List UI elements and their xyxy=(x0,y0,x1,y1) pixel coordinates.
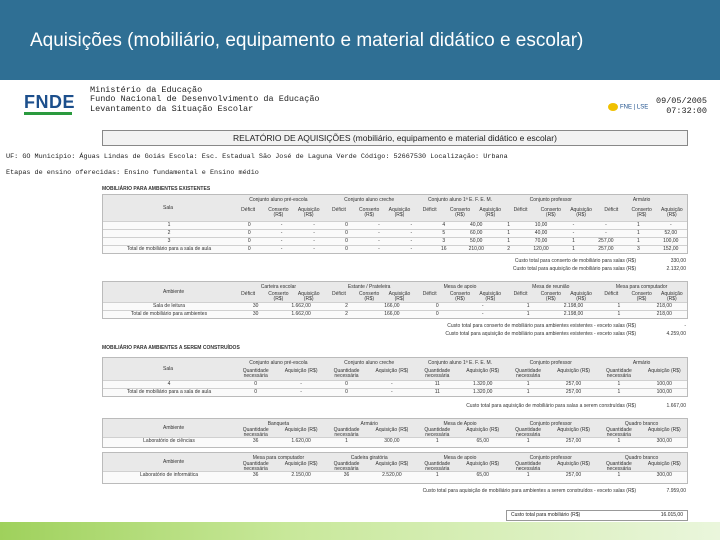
column-sub-header: Conserto (R$) xyxy=(359,207,380,218)
total-value: 2.132,00 xyxy=(666,266,686,272)
column-sub-header: Déficit xyxy=(513,207,528,213)
column-sub-header: Aquisição (R$) xyxy=(388,291,411,302)
column-sub-header: Quantidade necessária xyxy=(242,368,269,379)
row-label-head: Ambiente xyxy=(163,425,185,431)
table-cell: 1 xyxy=(507,222,511,228)
table-cell: 257,00 xyxy=(565,389,582,395)
column-sub-header: Conserto (R$) xyxy=(631,207,652,218)
slide-header xyxy=(0,0,720,80)
column-sub-header: Conserto (R$) xyxy=(268,207,289,218)
column-sub-header: Aquisição (R$) xyxy=(297,291,320,302)
total-value: 1.667,00 xyxy=(666,403,686,409)
column-sub-header: Aquisição (R$) xyxy=(647,461,681,467)
table-cell: 300,00 xyxy=(656,438,672,444)
table-cell: 1 xyxy=(526,438,530,444)
section-new-title: MOBILIÁRIO PARA AMBIENTES A SEREM CONSTRUÍDOS xyxy=(102,345,240,351)
total-label: Custo total para aquisição de mobiliário para salas (R$) xyxy=(512,266,636,272)
table-cell: 36 xyxy=(252,472,259,478)
table-cell: - xyxy=(481,303,484,309)
seal-icon xyxy=(608,103,618,111)
column-sub-header: Conserto (R$) xyxy=(631,291,652,302)
column-group-header: Quadro branco xyxy=(624,455,659,461)
table-cell: - xyxy=(378,230,380,236)
column-group-header: Conjunto aluno 1ª E. F. E. M. xyxy=(427,360,493,366)
final-total-label: Custo total para mobiliário (R$) xyxy=(511,512,581,518)
table-cell: 1 xyxy=(617,389,621,395)
column-group-header: Mesa de apoio xyxy=(443,455,477,461)
column-sub-header: Quantidade necessária xyxy=(515,427,542,438)
table-cell: 2.198,00 xyxy=(563,303,584,309)
table-cell: 40,00 xyxy=(534,230,548,236)
report-time: 07:32:00 xyxy=(666,106,708,116)
table-cell: 1 xyxy=(572,238,575,244)
column-sub-header: Quantidade necessária xyxy=(515,461,542,472)
column-group-header: Conjunto aluno pré-escola xyxy=(249,360,308,366)
table-cell: 0 xyxy=(345,230,348,236)
logo-underline xyxy=(24,112,72,115)
table-cell: 1 xyxy=(617,472,621,478)
column-group-header: Armário xyxy=(632,197,651,203)
org-line: Levantamento da Situação Escolar xyxy=(90,103,254,114)
seal-text: FNE | LSE xyxy=(620,104,649,111)
column-sub-header: Aquisição (R$) xyxy=(388,207,411,218)
column-group-header: Banqueta xyxy=(267,421,290,427)
column-group-header: Conjunto professor xyxy=(529,360,572,366)
column-sub-header: Aquisição (R$) xyxy=(284,368,318,374)
table-cell: - xyxy=(378,246,380,252)
table-cell: 36 xyxy=(252,438,259,444)
column-sub-header: Quantidade necessária xyxy=(424,461,451,472)
table-cell: - xyxy=(391,381,393,387)
total-label: Custo total para aquisição de mobiliário para ambientes existentes - exceto salas (R$) xyxy=(445,331,636,337)
column-sub-header: Aquisição (R$) xyxy=(284,461,318,467)
column-group-header: Mesa de reunião xyxy=(532,284,570,290)
fne-lse-seal xyxy=(608,103,652,117)
table-cell: 120,00 xyxy=(533,246,549,252)
table-cell: 1 xyxy=(617,381,621,387)
table-cell: - xyxy=(481,311,484,317)
column-sub-header: Quantidade necessária xyxy=(333,368,360,379)
table-cell: 16 xyxy=(440,246,447,252)
report-title: RELATÓRIO DE AQUISIÇÕES (mobiliário, equipamento e material didático e escolar) xyxy=(102,130,688,146)
table-cell: 10,00 xyxy=(534,222,548,228)
table-cell: 0 xyxy=(345,246,348,252)
column-sub-header: Déficit xyxy=(604,207,619,213)
column-group-header: Mesa de Apoio xyxy=(443,421,477,427)
column-sub-header: Aquisição (R$) xyxy=(466,368,500,374)
table-cell: 257,00 xyxy=(598,238,614,244)
column-sub-header: Aquisição (R$) xyxy=(557,461,590,467)
table-cell: 1 xyxy=(636,222,640,228)
column-sub-header: Aquisição (R$) xyxy=(375,461,409,467)
table-cell: 4 xyxy=(442,222,446,228)
column-sub-header: Quantidade necessária xyxy=(242,427,269,438)
table-cell: 1 xyxy=(617,311,621,317)
etapas-line: Etapas de ensino oferecidas: Ensino fundamental e Ensino médio xyxy=(6,169,259,177)
row-label: Total de mobiliário para ambientes xyxy=(130,311,208,317)
slide-title: Aquisições (mobiliário, equipamento e material didático e escolar) xyxy=(30,30,584,51)
column-sub-header: Aquisição (R$) xyxy=(557,427,590,433)
organization-block xyxy=(90,86,320,114)
column-sub-header: Conserto (R$) xyxy=(268,291,289,302)
table-cell: 0 xyxy=(247,238,251,244)
row-label: Laboratório de ciências xyxy=(143,438,195,444)
table-cell: 0 xyxy=(345,222,348,228)
column-group-header: Quadro branco xyxy=(624,421,659,427)
table-cell: 2 xyxy=(507,246,511,252)
table-cell: 11 xyxy=(434,381,440,387)
column-sub-header: Aquisição (R$) xyxy=(479,291,502,302)
column-group-header: Conjunto aluno creche xyxy=(344,197,395,203)
column-sub-header: Aquisição (R$) xyxy=(647,368,681,374)
table-cell: 0 xyxy=(345,389,348,395)
final-total-box xyxy=(506,510,688,521)
table-cell: 1 xyxy=(345,438,348,444)
table-cell: 1 xyxy=(572,246,575,252)
table-cell: 0 xyxy=(254,381,258,387)
total-value: - xyxy=(684,323,686,329)
table-cell: 0 xyxy=(254,389,258,395)
row-label-head: Sala xyxy=(163,366,174,372)
table-cell: 3 xyxy=(636,246,640,252)
column-group-header: Carteira escolar xyxy=(260,284,297,290)
school-info-line: UF: GO Município: Águas Lindas de Goiás Escola: Esc. Estadual São José de Laguna Verde Código: 52667530 Localização: Urbana xyxy=(6,153,508,161)
table-cell: 1 xyxy=(636,238,640,244)
column-sub-header: Aquisição (R$) xyxy=(570,207,592,218)
table-cell: 100,00 xyxy=(656,389,672,395)
table-cell: 0 xyxy=(247,246,251,252)
column-group-header: Conjunto aluno pré-escola xyxy=(249,197,308,203)
column-sub-header: Conserto (R$) xyxy=(359,291,380,302)
column-sub-header: Aquisição (R$) xyxy=(375,368,409,374)
table-cell: 218,00 xyxy=(656,311,672,317)
column-sub-header: Conserto (R$) xyxy=(449,291,471,302)
table-cell: 1 xyxy=(507,230,511,236)
column-sub-header: Quantidade necessária xyxy=(424,368,451,379)
table-cell: 30 xyxy=(252,311,259,317)
column-sub-header: Aquisição (R$) xyxy=(284,427,318,433)
row-label-head: Sala xyxy=(163,205,174,211)
table-cell: 3 xyxy=(442,238,446,244)
total-value: 330,00 xyxy=(670,258,686,264)
column-group-header: Cadeira giratória xyxy=(350,455,388,461)
column-sub-header: Quantidade necessária xyxy=(333,461,360,472)
table-cell: 1 xyxy=(636,230,640,236)
table-cell: 0 xyxy=(345,381,348,387)
table-cell: 65,00 xyxy=(476,472,489,478)
table-cell: 1 xyxy=(526,472,530,478)
column-group-header: Conjunto aluno creche xyxy=(344,360,395,366)
table-cell: - xyxy=(378,238,380,244)
table-cell: 30 xyxy=(252,303,259,309)
table-cell: 1 xyxy=(526,381,530,387)
table-cell: 257,00 xyxy=(565,472,582,478)
total-label: Custo total para conserto de mobiliário para ambientes existentes - exceto salas (R$) xyxy=(447,323,636,329)
table-cell: 1 xyxy=(435,438,439,444)
table-cell: 1 xyxy=(617,438,621,444)
table-cell: - xyxy=(313,230,315,236)
table-cell: 1.320,00 xyxy=(472,381,493,387)
column-sub-header: Quantidade necessária xyxy=(515,368,542,379)
table-cell: - xyxy=(378,222,380,228)
table-cell: 1 xyxy=(526,311,530,317)
column-group-header: Mesa de apoio xyxy=(443,284,477,290)
table-cell: 1 xyxy=(526,303,530,309)
column-sub-header: Déficit xyxy=(241,291,256,297)
table-cell: 166,00 xyxy=(384,311,400,317)
table-cell: 100,00 xyxy=(656,381,672,387)
table-cell: 1 xyxy=(435,472,439,478)
table-cell: 40,00 xyxy=(469,222,483,228)
table-cell: 2 xyxy=(345,311,348,317)
table-cell: 1.320,00 xyxy=(472,389,493,395)
table-cell: - xyxy=(669,222,672,228)
column-sub-header: Aquisição (R$) xyxy=(375,427,409,433)
table-cell: 0 xyxy=(247,222,251,228)
table-cell: 2.198,00 xyxy=(563,311,584,317)
row-label: Sala de leitura xyxy=(153,303,185,309)
row-label: Total de mobiliário para a sala de aula xyxy=(126,389,212,395)
table-cell: - xyxy=(410,230,413,236)
column-sub-header: Aquisição (R$) xyxy=(647,427,681,433)
table-cell: 52,00 xyxy=(664,230,678,236)
footer-stripe xyxy=(0,522,720,540)
table-cell: 257,00 xyxy=(565,438,582,444)
column-group-header: Conjunto professor xyxy=(529,421,572,427)
column-sub-header: Aquisição (R$) xyxy=(661,207,683,218)
row-label-head: Ambiente xyxy=(163,459,185,465)
total-label: Custo total para aquisição de mobiliário para ambientes a serem construídos - exceto salas (R$) xyxy=(422,488,636,494)
table-cell: 5 xyxy=(442,230,446,236)
column-sub-header: Quantidade necessária xyxy=(605,427,632,438)
row-label: 4 xyxy=(167,381,171,387)
column-sub-header: Déficit xyxy=(422,207,437,213)
table-new-rooms xyxy=(102,357,688,397)
table-cell: - xyxy=(410,246,413,252)
date-time-block xyxy=(656,96,707,116)
table-cell: 1.620,00 xyxy=(291,438,311,444)
column-group-header: Armário xyxy=(360,421,378,427)
table-cell: 36 xyxy=(343,472,350,478)
report-date: 09/05/2005 xyxy=(656,96,708,106)
table-cell: 2.150,00 xyxy=(291,472,311,478)
table-cell: 210,00 xyxy=(468,246,484,252)
table-cell: - xyxy=(410,222,413,228)
table-cell: - xyxy=(280,222,283,228)
table-cell: - xyxy=(391,389,393,395)
table-cell: - xyxy=(300,389,302,395)
column-sub-header: Aquisição (R$) xyxy=(466,427,500,433)
table-cell: 2.520,00 xyxy=(382,472,402,478)
table-cell: 257,00 xyxy=(598,246,614,252)
table-cell: - xyxy=(410,238,413,244)
org-line: Fundo Nacional de Desenvolvimento da Educação xyxy=(90,94,320,105)
row-label: Laboratório de informática xyxy=(139,472,199,478)
row-label: 3 xyxy=(167,238,171,244)
column-sub-header: Déficit xyxy=(331,291,346,297)
table-cell: 1.662,00 xyxy=(291,311,311,317)
total-value: 7.959,00 xyxy=(666,488,686,494)
table-cell: 65,00 xyxy=(476,438,489,444)
row-label-head: Ambiente xyxy=(163,289,185,295)
column-sub-header: Aquisição (R$) xyxy=(557,368,590,374)
fnde-logo: FNDE xyxy=(24,92,75,112)
table-existing-environments xyxy=(102,281,688,319)
total-label: Custo total para aquisição de mobiliário para salas a serem construídas (R$) xyxy=(466,403,636,409)
org-line: Ministério da Educação xyxy=(90,85,203,95)
table-cell: 70,00 xyxy=(534,238,548,244)
table-cell: 0 xyxy=(435,303,439,309)
table-new-computer-lab xyxy=(102,452,688,484)
table-cell: 300,00 xyxy=(656,472,672,478)
table-cell: 1.662,00 xyxy=(291,303,311,309)
table-cell: 1 xyxy=(507,238,511,244)
column-sub-header: Quantidade necessária xyxy=(424,427,451,438)
column-sub-header: Conserto (R$) xyxy=(540,291,561,302)
column-group-header: Conjunto aluno 1ª E. F. E. M. xyxy=(427,197,493,203)
row-label: 2 xyxy=(167,230,171,236)
column-sub-header: Quantidade necessária xyxy=(605,461,632,472)
column-group-header: Estante / Prateleira xyxy=(347,284,391,290)
table-cell: - xyxy=(313,238,315,244)
table-cell: 300,00 xyxy=(384,438,400,444)
table-cell: 50,00 xyxy=(469,238,483,244)
column-group-header: Conjunto professor xyxy=(529,197,572,203)
table-cell: - xyxy=(280,230,283,236)
table-cell: - xyxy=(572,230,575,236)
column-sub-header: Aquisição (R$) xyxy=(479,207,502,218)
total-value: 4.259,00 xyxy=(666,331,686,337)
column-sub-header: Déficit xyxy=(604,291,619,297)
table-cell: - xyxy=(280,238,283,244)
column-group-header: Mesa para computador xyxy=(615,284,668,290)
column-group-header: Conjunto professor xyxy=(529,455,572,461)
column-group-header: Armário xyxy=(632,360,651,366)
final-total-value: 16.015,00 xyxy=(660,512,683,518)
table-cell: 257,00 xyxy=(565,381,582,387)
column-sub-header: Quantidade necessária xyxy=(242,461,269,472)
column-sub-header: Aquisição (R$) xyxy=(570,291,592,302)
row-label: 1 xyxy=(167,222,171,228)
table-new-science-lab xyxy=(102,418,688,448)
column-sub-header: Déficit xyxy=(241,207,256,213)
table-cell: 2 xyxy=(345,303,348,309)
table-cell: - xyxy=(605,222,607,228)
column-sub-header: Déficit xyxy=(422,291,437,297)
column-sub-header: Quantidade necessária xyxy=(605,368,632,379)
table-cell: - xyxy=(300,381,302,387)
table-cell: - xyxy=(313,222,315,228)
column-sub-header: Conserto (R$) xyxy=(449,207,471,218)
table-cell: - xyxy=(572,222,575,228)
row-label: Total de mobiliário para a sala de aula xyxy=(126,246,212,252)
table-cell: - xyxy=(605,230,607,236)
column-sub-header: Aquisição (R$) xyxy=(466,461,500,467)
table-cell: - xyxy=(280,246,283,252)
table-existing-rooms xyxy=(102,194,688,254)
column-sub-header: Aquisição (R$) xyxy=(297,207,320,218)
table-cell: 0 xyxy=(247,230,251,236)
table-cell: 100,00 xyxy=(663,238,679,244)
column-sub-header: Conserto (R$) xyxy=(540,207,561,218)
table-cell: - xyxy=(313,246,315,252)
column-sub-header: Déficit xyxy=(513,291,528,297)
table-cell: 1 xyxy=(526,389,530,395)
table-cell: 0 xyxy=(435,311,439,317)
section-existing-title: MOBILIÁRIO PARA AMBIENTES EXISTENTES xyxy=(102,186,211,192)
column-sub-header: Aquisição (R$) xyxy=(661,291,683,302)
table-cell: 11 xyxy=(434,389,440,395)
column-sub-header: Quantidade necessária xyxy=(333,427,360,438)
column-group-header: Mesa para computador xyxy=(252,455,305,461)
table-cell: 152,00 xyxy=(663,246,679,252)
total-label: Custo total para conserto de mobiliário para salas (R$) xyxy=(514,258,636,264)
column-sub-header: Déficit xyxy=(331,207,346,213)
table-cell: 1 xyxy=(617,303,621,309)
table-cell: 60,00 xyxy=(469,230,483,236)
table-cell: 0 xyxy=(345,238,348,244)
table-cell: 218,00 xyxy=(656,303,672,309)
table-cell: 166,00 xyxy=(384,303,400,309)
